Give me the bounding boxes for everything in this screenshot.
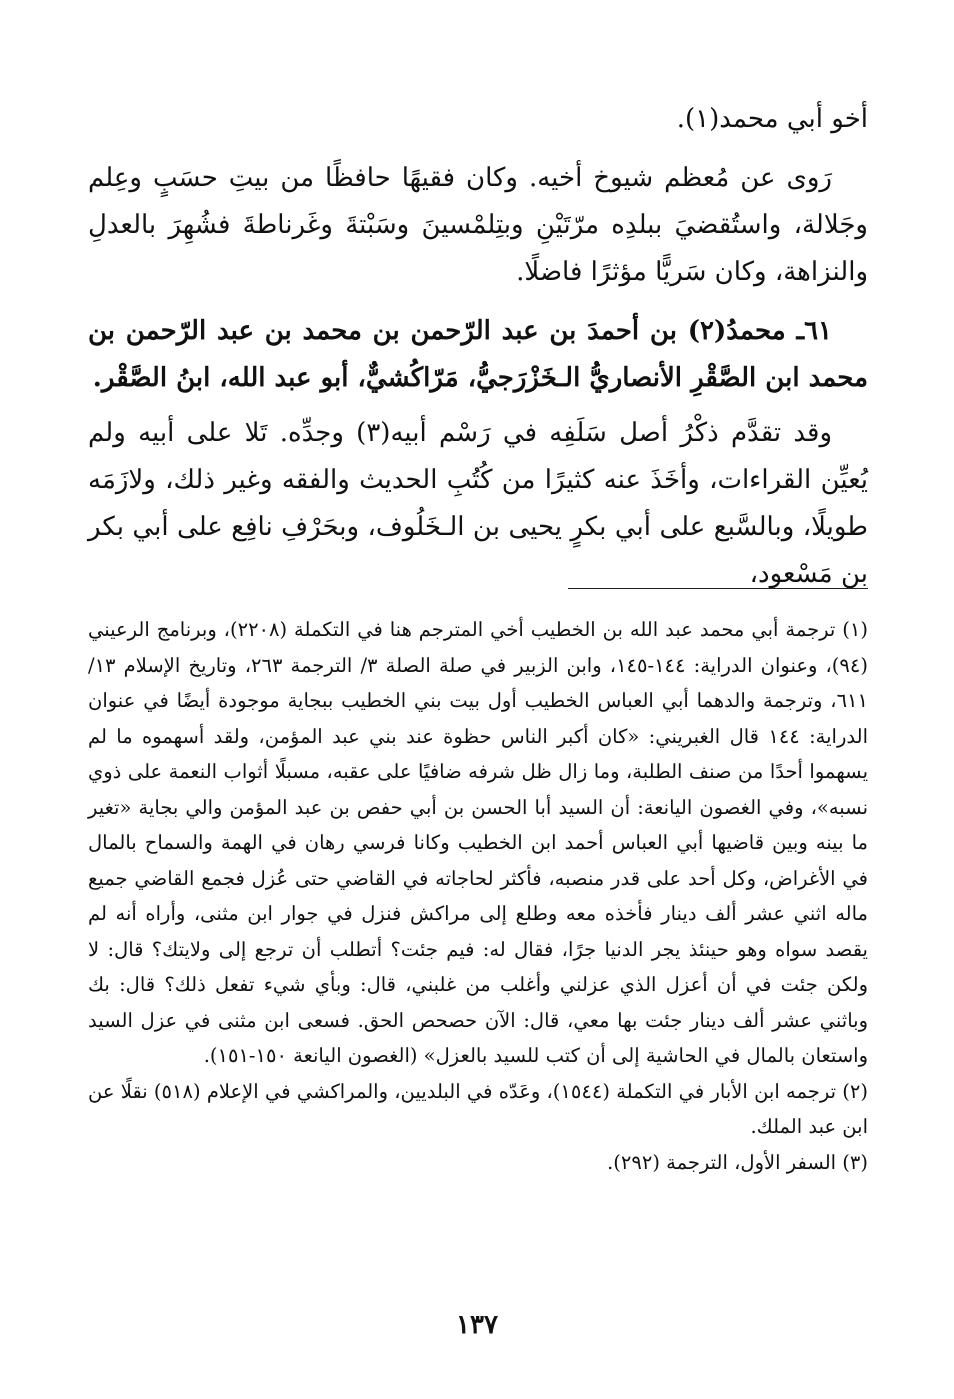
paragraph-entry-body: وقد تقدَّم ذكْرُ أصل سَلَفِه في رَسْم أبيه(٣) وجدِّه. تَلا على أبيه ولم يُعيِّن القراءات، وأخَذَ عنه كثيرًا من كُتُبِ الحديث والفقه وغير ذلك، ولازَمَه طويلًا، وبالسَّبع على أبي بكرٍ يحيى بن الـخَلُوف، وبحَرْفِ نافِع على أبي بكر بن مَسْعود، — [88, 418, 868, 589]
entry-heading: ٦١ـ محمدُ(٢) بن أحمدَ بن عبد الرّحمن بن محمد بن عبد الرّحمن بن محمد ابن الصَّقْرِ الأنصاريُّ الـخَزْرَجيُّ، مَرّاكُشيٌّ، أبو عبد الله، ابنُ الصَّقْر. — [88, 316, 868, 393]
footnote-3: (٣) السفر الأول، الترجمة (٢٩٢). — [607, 1150, 868, 1174]
main-text — [88, 96, 868, 598]
footnote-2: (٢) ترجمه ابن الأبار في التكملة (١٥٤٤)، وعَدّه في البلديين، والمراكشي في الإعلام (٥١٨) نقلًا عن ابن عبد الملك. — [88, 1079, 868, 1138]
footnote-1: (١) ترجمة أبي محمد عبد الله بن الخطيب أخي المترجم هنا في التكملة (٢٢٠٨)، وبرنامج الرعيني (٩٤)، وعنوان الدراية: ١٤٤-١٤٥، وابن الزبير في صلة الصلة ٣/ الترجمة ٢٦٣، وتاريخ الإسلام ١٣/ ٦١١، وترجمة والدهما أبي العباس الخطيب أول بيت بني الخطيب ببجاية موجودة أيضًا في عنوان الدراية: ١٤٤ قال الغبريني: «كان أكبر الناس حظوة عند بني عبد المؤمن، ولقد أسهموه ما لم يسهموا أحدًا من صنف الطلبة، وما زال ظل شرفه ضافيًا على عقبه، مسبلًا أثواب النعمة على ذوي نسبه»، وفي الغصون اليانعة: أن السيد أبا الحسن بن أبي حفص بن عبد المؤمن والي بجاية «تغير ما بينه وبين قاضيها أبي العباس أحمد ابن الخطيب وكانا فرسي رهان في الهمة والسماح بالمال في الأغراض، وكل أحد على قدر منصبه، فأكثر لحاجاته في القاضي حتى عُزل فجمع القاضي جميع ماله اثني عشر ألف دينار فأخذه معه وطلع إلى مراكش فنزل في جوار ابن مثنى، وأراه أنه لم يقصد سواه وهو حينئذ يجر الدنيا جرًا، فقال له: فيم جئت؟ أتطلب أن ترجع إلى ولايتك؟ قال: لا ولكن جئت في أن أعزل الذي عزلني وأغلب من غلبني، قال: وبأي شيء تفعل ذلك؟ قال: بك وباثني عشر ألف دينار جئت بها معي، قال: الآن حصحص الحق. فسعى ابن مثنى في عزل السيد واستعان بالمال في الحاشية إلى أن كتب للسيد بالعزل» (الغصون اليانعة ١٥٠-١٥١). — [88, 618, 868, 1067]
footnote-separator — [568, 588, 868, 589]
paragraph-continuation: أخو أبي محمد(١). — [676, 104, 868, 134]
footnotes — [88, 612, 868, 1180]
page-number: ١٣٧ — [456, 1310, 498, 1340]
paragraph-narration: رَوى عن مُعظم شيوخ أخيه. وكان فقيهًا حافظًا من بيتِ حسَبٍ وعِلم وجَلالة، واستُقضيَ ببلدِه مرّتَيْنِ وبتِلمْسينَ وسَبْتةَ وغَرناطةَ فشُهِرَ بالعدلِ والنزاهة، وكان سَريًّا مؤثرًا فاضلًا. — [88, 163, 868, 287]
